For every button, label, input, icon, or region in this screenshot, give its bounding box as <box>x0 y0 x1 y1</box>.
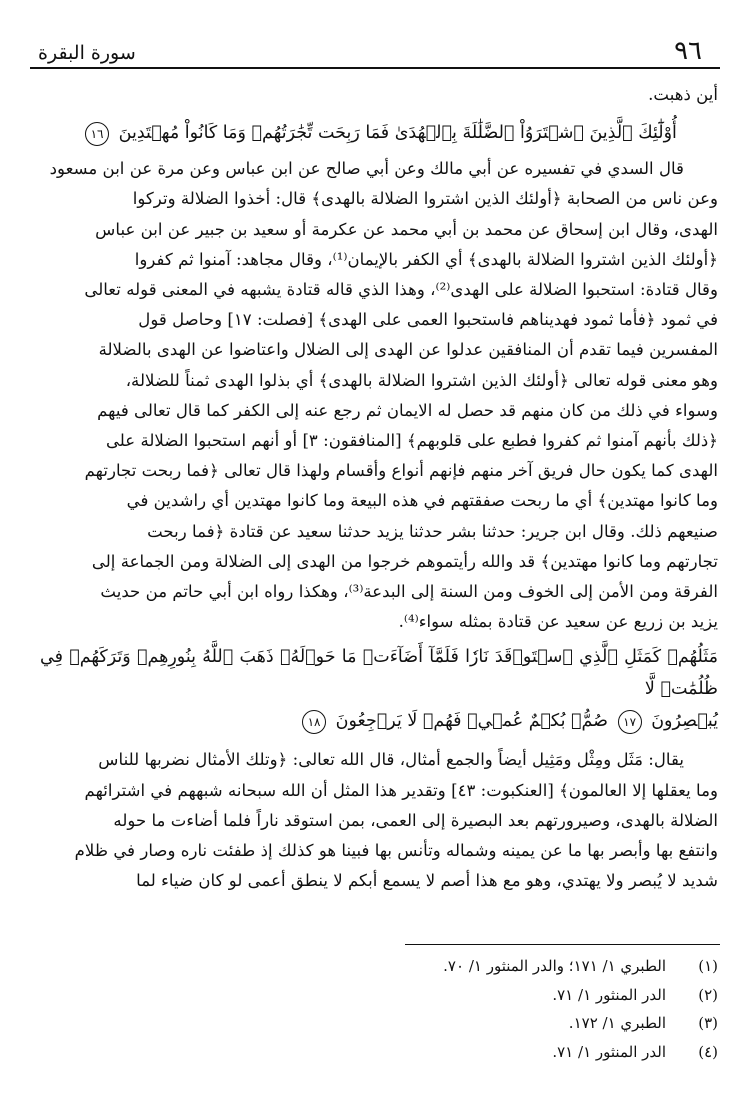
page-header <box>30 30 720 70</box>
verse-number-marker: ١٨ <box>302 710 326 734</box>
footnote-text: الطبري ١/ ١٧٢. <box>568 1014 666 1032</box>
verse-number-marker: ١٦ <box>85 122 109 146</box>
text-line: الضلالة بالهدى، وصيرورتهم بعد البصيرة إلى العمى، بمن استوقد ناراً فلما أضاءت ما حوله <box>113 810 718 830</box>
footnote <box>40 1038 718 1067</box>
footnote-number: (٤) <box>698 1042 718 1061</box>
text-line: صنيعهم ذلك. وقال ابن جرير: حدثنا بشر حدثنا يزيد حدثنا سعيد عن قتادة ﴿فما ربحت <box>147 521 718 541</box>
footnote-number: (١) <box>698 957 718 975</box>
footnote-number: (٢) <box>698 985 718 1004</box>
footnote-number: (٣) <box>698 1014 718 1032</box>
footnote <box>40 981 718 1010</box>
page-body <box>40 80 718 896</box>
text-line: الهدى كما يكون حال فريق آخر منهم فإنهم أنواع وأقسام ولهذا قال تعالى ﴿فما ربحت تجارتهم <box>84 461 718 481</box>
quran-verse-17-18 <box>40 641 718 737</box>
commentary-paragraph-1 <box>40 154 718 637</box>
footnote-rule <box>405 944 720 945</box>
text-line: قال السدي في تفسيره عن أبي مالك وعن أبي صالح عن ابن عباس وعن مرة عن ابن مسعود <box>49 159 684 179</box>
text-line: شديد لا يُبصر ولا يهتدي، وهو مع هذا أصم لا يسمع أبكم لا ينطق أعمى لو كان ضياء لما <box>136 871 718 891</box>
text-line: يقال: مَثَل ومِثْل ومَثِيل أيضاً والجمع أمثال، قال الله تعالى: ﴿وتلك الأمثال نضربها للناس <box>98 750 684 770</box>
text-line: وما كانوا مهتدين﴾ أي ما ربحت صفقتهم في هذه البيعة وما كانوا مهتدين أي راشدين في <box>126 491 718 511</box>
text-line: وهو معنى قوله تعالى ﴿أولئك الذين اشتروا الضلالة بالهدى﴾ أي بذلوا الهدى ثمناً للضلالة، <box>125 370 718 390</box>
verse-line <box>40 705 718 737</box>
verse-number-marker: ١٧ <box>618 710 642 734</box>
verse-line: مَثَلُهُمۡ كَمَثَلِ ٱلَّذِي ٱسۡتَوۡقَدَ نَارٗا فَلَمَّآ أَضَآءَتۡ مَا حَوۡلَهُۥ ذَهَبَ ٱللَّهُ بِنُورِهِمۡ وَتَرَكَهُمۡ فِي ظُلُمَٰتٖ لَّا <box>40 647 718 700</box>
surah-name: سورة البقرة <box>38 42 136 64</box>
text-line: ﴿أولئك الذين اشتروا الضلالة بالهدى﴾ أي الكفر بالإيمان⁽¹⁾، وقال مجاهد: آمنوا ثم كفروا <box>134 249 718 269</box>
verse-text: أُوْلَٰٓئِكَ ٱلَّذِينَ ٱشۡتَرَوُاْ ٱلضَّلَٰلَةَ بِٱلۡهُدَىٰ فَمَا رَبِحَت تِّجَٰرَتُهُمۡ وَمَا كَانُواْ مُهۡتَدِينَ <box>118 123 677 144</box>
text-line: المفسرين فيما تقدم أن المنافقين عدلوا عن الهدى إلى الضلال واعتاضوا عن الهدى بالضلالة <box>98 340 718 360</box>
footnote <box>40 1009 718 1038</box>
page-number: ٩٦ <box>674 36 702 66</box>
quran-verse-16 <box>40 116 718 150</box>
verse-text: يُبۡصِرُونَ <box>651 711 718 732</box>
text-line: تجارتهم وما كانوا مهتدين﴾ قد والله رأيتموهم خرجوا من الهدى إلى الضلالة ومن الجماعة إلى <box>91 551 718 571</box>
footnote <box>40 952 718 981</box>
text-line: في ثمود ﴿فأما ثمود فهديناهم فاستحبوا العمى على الهدى﴾ [فصلت: ١٧] وحاصل قول <box>138 310 718 330</box>
text-line: يزيد بن زريع عن سعيد عن قتادة بمثله سواء⁽⁴⁾. <box>398 612 718 632</box>
text-line: وانتفع بها وأبصر بها ما عن يمينه وشماله وتأنس بها فبينا هو كذلك إذ طفئت ناره وصار في ظلام <box>74 841 718 861</box>
text-line: ﴿ذلك بأنهم آمنوا ثم كفروا فطبع على قلوبهم﴾ [المنافقون: ٣] أو أنهم استحبوا الضلالة على <box>105 431 718 451</box>
commentary-paragraph-2 <box>40 745 718 896</box>
verse-text: صُمُّۢ بُكۡمٌ عُمۡيٞ فَهُمۡ لَا يَرۡجِعُونَ <box>335 711 609 732</box>
footnotes <box>40 952 718 1066</box>
text-line: وسواء في ذلك من كان منهم قد حصل له الايمان ثم رجع عنه إلى الكفر كما قال تعالى فيهم <box>97 400 718 420</box>
footnote-text: الدر المنثور ١/ ٧١. <box>552 985 666 1004</box>
text-line: الهدى، وقال ابن إسحاق عن محمد بن أبي محمد عن عكرمة أو سعيد بن جبير عن ابن عباس <box>95 219 718 239</box>
footnote-text: الدر المنثور ١/ ٧١. <box>552 1042 666 1061</box>
text-line: وعن ناس من الصحابة ﴿أولئك الذين اشتروا الضلالة بالهدى﴾ قال: أخذوا الضلالة وتركوا <box>132 189 718 209</box>
footnote-text: الطبري ١/ ١٧١؛ والدر المنثور ١/ ٧٠. <box>443 957 666 975</box>
text-line: وما يعقلها إلا العالمون﴾ [العنكبوت: ٤٣] وتقدير هذا المثل أن الله سبحانه شبههم في اشترائهم <box>84 780 718 800</box>
text-line: وقال قتادة: استحبوا الضلالة على الهدى⁽²⁾، وهذا الذي قاله قتادة يشبهه في المعنى قوله تعالى <box>84 280 718 300</box>
header-rule <box>30 67 720 69</box>
text-line: أين ذهبت. <box>648 85 718 104</box>
text-line: الفرقة ومن الأمن إلى الخوف ومن السنة إلى البدعة⁽³⁾، وهكذا رواه ابن أبي حاتم من حديث <box>100 582 718 602</box>
